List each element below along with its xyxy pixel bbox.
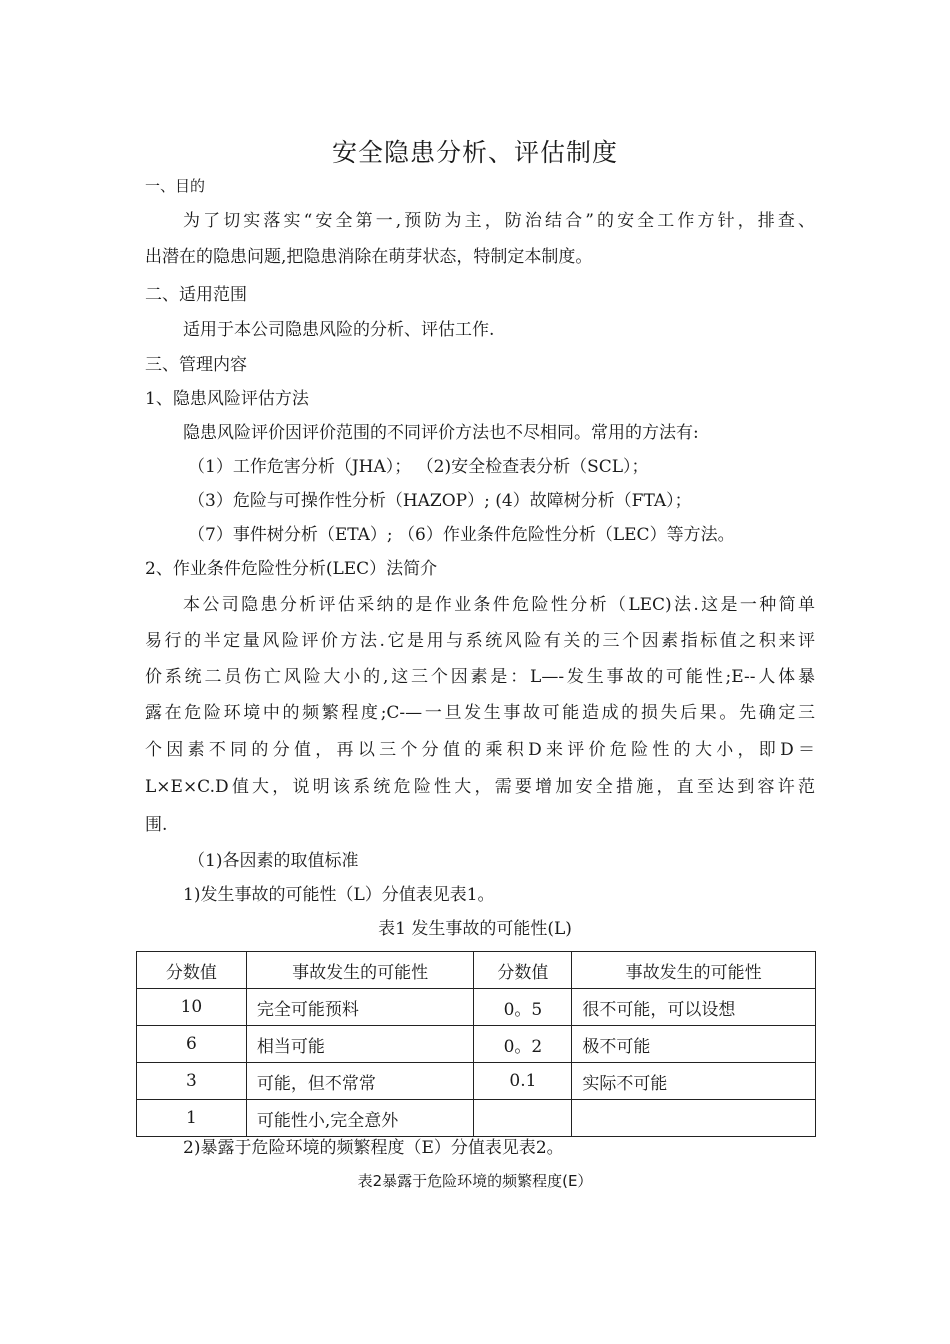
table-cell: 0。5 xyxy=(474,989,572,1026)
table-cell: 0.1 xyxy=(474,1063,572,1100)
table-1-header-cell: 分数值 xyxy=(137,952,247,989)
subsection-1-2-text: 2)暴露于危险环境的频繁程度（E）分值表见表2。 xyxy=(183,1138,564,1158)
table-1-header-cell: 分数值 xyxy=(474,952,572,989)
table-row xyxy=(137,1100,816,1137)
table-cell: 可能性小,完全意外 xyxy=(246,1100,474,1137)
table-cell: 极不可能 xyxy=(572,1026,816,1063)
table-cell: 完全可能预料 xyxy=(246,989,474,1026)
table-1-caption: 表1 发生事故的可能性(L) xyxy=(378,919,572,939)
section-3-1-heading: 1、隐患风险评估方法 xyxy=(145,389,309,409)
table-cell: 6 xyxy=(137,1026,247,1063)
table-1-header-cell: 事故发生的可能性 xyxy=(246,952,474,989)
section-3-2-paragraph-line-1: 本公司隐患分析评估采纳的是作业条件危险性分析（LEC)法.这是一种简单 xyxy=(183,595,815,615)
section-1-paragraph-line-2: 出潜在的隐患问题,把隐患消除在萌芽状态，特制定本制度。 xyxy=(145,247,593,267)
table-row xyxy=(137,1063,816,1100)
table-cell: 10 xyxy=(137,989,247,1026)
section-2-paragraph: 适用于本公司隐患风险的分析、评估工作. xyxy=(183,320,495,340)
table-cell: 3 xyxy=(137,1063,247,1100)
table-cell xyxy=(572,1100,816,1137)
method-line-1: （1）工作危害分析（JHA）； （2)安全检查表分析（SCL）； xyxy=(188,457,649,477)
table-cell xyxy=(474,1100,572,1137)
section-3-2-paragraph-line-7: 围. xyxy=(145,815,168,835)
table-2-caption: 表2暴露于危险环境的频繁程度(E） xyxy=(357,1172,593,1190)
table-cell: 1 xyxy=(137,1100,247,1137)
section-2-heading: 二、适用范围 xyxy=(145,285,247,305)
subsection-1-1-text: 1)发生事故的可能性（L）分值表见表1。 xyxy=(183,885,495,905)
table-cell: 实际不可能 xyxy=(572,1063,816,1100)
table-1-header-row xyxy=(137,952,816,989)
section-3-2-paragraph-line-4: 露在危险环境中的频繁程度;C-—一旦发生事故可能造成的损失后果。先确定三 xyxy=(145,703,815,723)
section-3-2-paragraph-line-2: 易行的半定量风险评价方法.它是用与系统风险有关的三个因素指标值之积来评 xyxy=(145,631,815,651)
table-cell: 0。2 xyxy=(474,1026,572,1063)
table-cell: 可能，但不常常 xyxy=(246,1063,474,1100)
section-3-2-paragraph-line-3: 价系统二员伤亡风险大小的,这三个因素是：L—-发生事故的可能性;E--人体暴 xyxy=(145,667,815,687)
section-1-heading: 一、目的 xyxy=(145,177,206,195)
table-1 xyxy=(136,951,816,1137)
table-row xyxy=(137,989,816,1026)
table-row xyxy=(137,1026,816,1063)
method-line-3: （7）事件树分析（ETA）; （6）作业条件危险性分析（LEC）等方法。 xyxy=(188,525,735,545)
method-line-2: （3）危险与可操作性分析（HAZOP）; (4）故障树分析（FTA）； xyxy=(188,491,692,511)
document-title: 安全隐患分析、评估制度 xyxy=(331,138,618,167)
table-cell: 很不可能，可以设想 xyxy=(572,989,816,1026)
section-3-2-heading: 2、作业条件危险性分析(LEC）法简介 xyxy=(145,559,438,579)
table-cell: 相当可能 xyxy=(246,1026,474,1063)
subsection-1-heading: （1)各因素的取值标准 xyxy=(188,851,359,871)
section-3-2-paragraph-line-5: 个因素不同的分值，再以三个分值的乘积D来评价危险性的大小，即D＝ xyxy=(145,740,815,760)
section-3-1-paragraph: 隐患风险评价因评价范围的不同评价方法也不尽相同。常用的方法有: xyxy=(183,423,699,443)
section-3-2-paragraph-line-6: L×E×C.D值大，说明该系统危险性大，需要增加安全措施，直至达到容许范 xyxy=(145,777,815,797)
table-1-header-cell: 事故发生的可能性 xyxy=(572,952,816,989)
section-1-paragraph-line-1: 为了切实落实“安全第一,预防为主，防治结合”的安全工作方针，排查、 xyxy=(183,211,815,231)
section-3-heading: 三、管理内容 xyxy=(145,355,247,375)
